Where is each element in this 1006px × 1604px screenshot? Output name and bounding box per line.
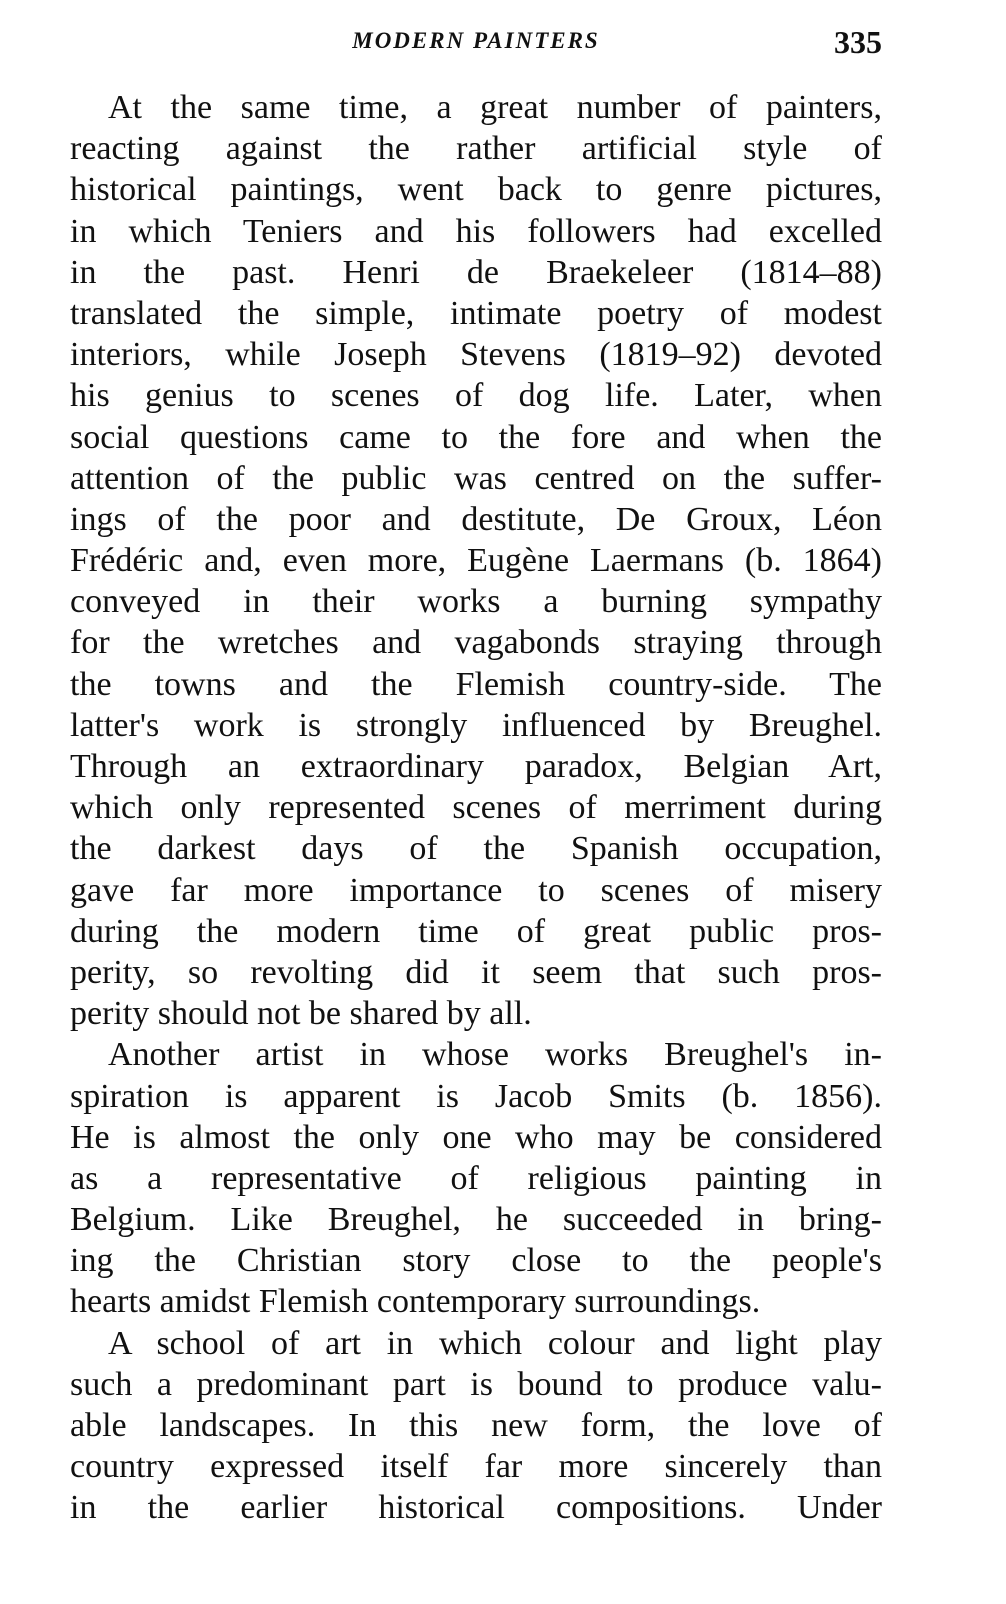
text-line: in the earlier historical compositions. Under bbox=[70, 1489, 882, 1527]
text-line: Through an extraordinary paradox, Belgian Art, bbox=[70, 748, 882, 785]
text-line: the darkest days of the Spanish occupation, bbox=[70, 830, 882, 868]
text-line: during the modern time of great public pros- bbox=[70, 912, 882, 950]
text-line: A school of art in which colour and light play bbox=[108, 1324, 882, 1362]
text-line: his genius to scenes of dog life. Later, when bbox=[70, 377, 882, 415]
text-line: At the same time, a great number of painters, bbox=[108, 89, 882, 126]
text-line: in the past. Henri de Braekeleer (1814–88) bbox=[70, 253, 882, 291]
text-line: Belgium. Like Breughel, he succeeded in bring- bbox=[70, 1201, 882, 1239]
running-title: MODERN PAINTERS bbox=[352, 28, 600, 53]
text-line: gave far more importance to scenes of misery bbox=[70, 871, 882, 909]
text-line: as a representative of religious painting in bbox=[70, 1159, 882, 1197]
text-line: perity should not be shared by all. bbox=[70, 995, 532, 1033]
text-line: in which Teniers and his followers had excelled bbox=[70, 212, 882, 250]
page-number: 335 bbox=[834, 24, 882, 60]
text-line: translated the simple, intimate poetry of modest bbox=[70, 294, 882, 332]
text-line: for the wretches and vagabonds straying through bbox=[70, 624, 882, 662]
body-text bbox=[70, 87, 882, 1529]
text-line: interiors, while Joseph Stevens (1819–92) devoted bbox=[70, 336, 882, 374]
text-line: hearts amidst Flemish contemporary surroundings. bbox=[70, 1283, 761, 1321]
text-line: conveyed in their works a burning sympathy bbox=[70, 583, 882, 621]
text-line: reacting against the rather artificial style of bbox=[70, 130, 882, 168]
text-line: ing the Christian story close to the people's bbox=[70, 1242, 882, 1280]
text-line: such a predominant part is bound to produce valu- bbox=[70, 1365, 882, 1403]
text-line: Frédéric and, even more, Eugène Laermans (b. 1864) bbox=[70, 542, 882, 580]
text-line: perity, so revolting did it seem that such pros- bbox=[70, 953, 882, 991]
text-line: social questions came to the fore and when the bbox=[70, 418, 882, 456]
text-line: which only represented scenes of merriment during bbox=[70, 789, 882, 827]
text-line: spiration is apparent is Jacob Smits (b. 1856). bbox=[70, 1077, 882, 1115]
text-line: attention of the public was centred on the suffer- bbox=[70, 459, 882, 497]
text-line: country expressed itself far more sincerely than bbox=[70, 1448, 882, 1486]
text-line: Another artist in whose works Breughel's in- bbox=[108, 1036, 882, 1074]
text-line: able landscapes. In this new form, the love of bbox=[70, 1407, 882, 1444]
text-line: He is almost the only one who may be considered bbox=[70, 1118, 882, 1156]
running-head bbox=[70, 24, 882, 60]
text-line: latter's work is strongly influenced by Breughel. bbox=[70, 706, 882, 744]
text-line: historical paintings, went back to genre pictures, bbox=[70, 171, 882, 209]
text-line: the towns and the Flemish country-side. The bbox=[70, 665, 882, 703]
text-line: ings of the poor and destitute, De Groux, Léon bbox=[70, 500, 882, 538]
